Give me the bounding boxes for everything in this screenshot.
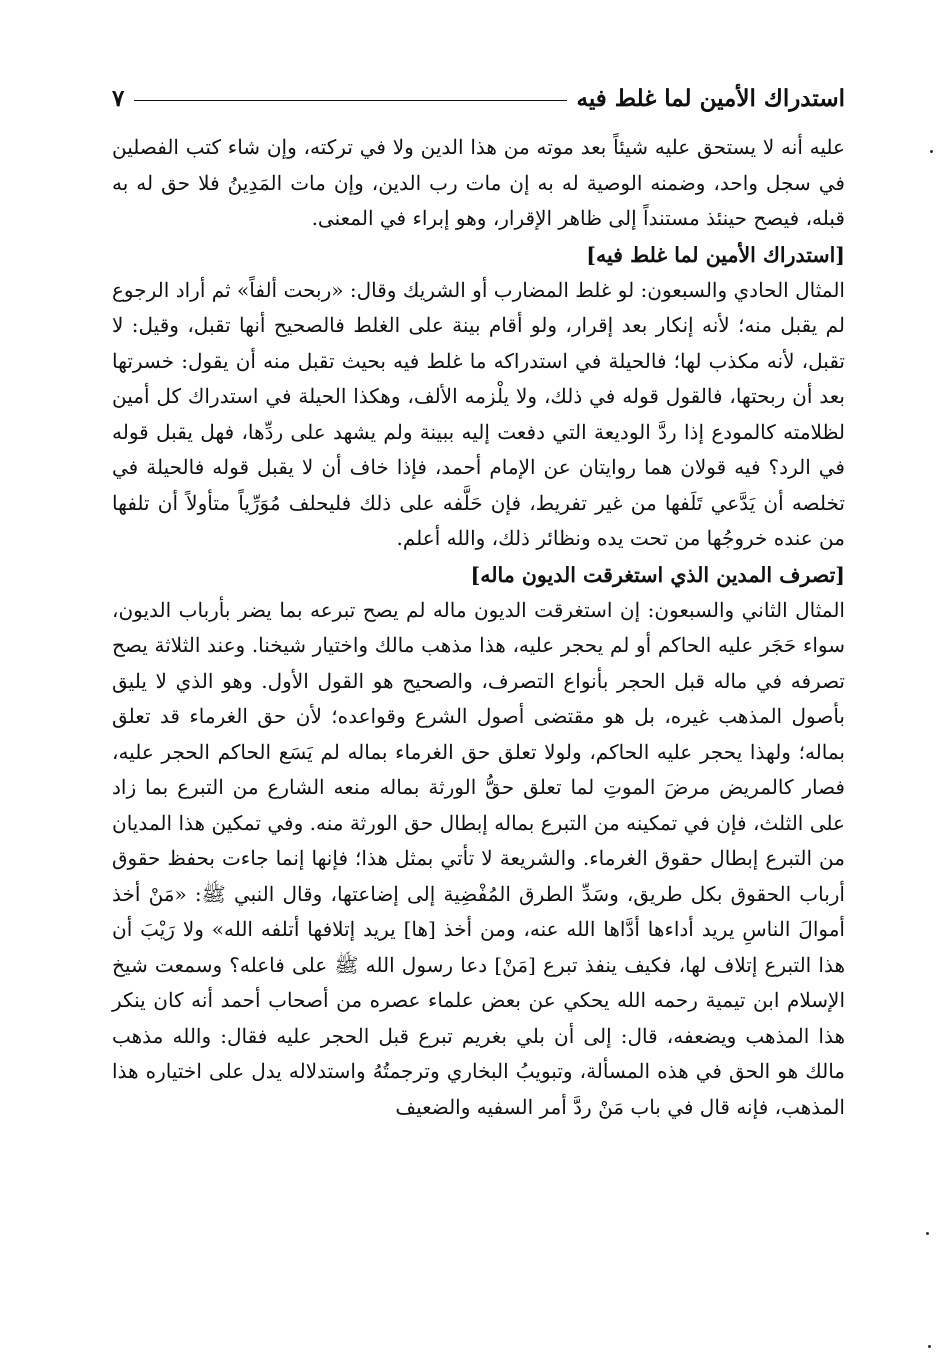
section-heading-amin-correction: [استدراك الأمين لما غلط فيه] bbox=[586, 242, 845, 267]
page-header bbox=[112, 78, 845, 118]
page-number: ٧ bbox=[112, 84, 125, 112]
example-71-paragraph: المثال الحادي والسبعون: لو غلط المضارب أو الشريك وقال: «ربحت ألفاً» ثم أراد الرجوع لم يقبل منه؛ لأنه إنكار بعد إقرار، ولو أقام بينة على الغلط فالصحيح أنها تقبل، وقيل: لا تقبل، لأنه مكذب لها؛ فالحيلة في استدراكه ما غلط فيه بحيث تقبل منه أن يقول: خسرتها بعد أن ربحتها، فالقول قوله في ذلك، ولا يلْزمه الألف، وهكذا الحيلة في استدراك كل أمين لظلامته كالمودع إذا ردَّ الوديعة التي دفعت إليه ببينة ولم يشهد على ردِّها، فهل يقبل قوله في الرد؟ فيه قولان هما روايتان عن الإمام أحمد، فإذا خاف أن لا يقبل قوله فالحيلة في تخلصه أن يَدَّعي تَلَفها من غير تفريط، فإن حَلَّفه على ذلك فليحلف مُوَرِّياً متأولاً أن تلفها من عنده خروجُها من تحت يده ونظائر ذلك، والله أعلم. bbox=[112, 277, 845, 550]
scan-speck bbox=[930, 150, 933, 153]
running-title: استدراك الأمين لما غلط فيه bbox=[576, 84, 845, 112]
example-72-paragraph: المثال الثاني والسبعون: إن استغرقت الديون ماله لم يصح تبرعه بما يضر بأرباب الديون، سواء حَجَر عليه الحاكم أو لم يحجر عليه، هذا مذهب مالك واختيار شيخنا. وعند الثلاثة يصح تصرفه في ماله قبل الحجر بأنواع التصرف، والصحيح هو القول الأول. وهو الذي لا يليق بأصول المذهب غيره، بل هو مقتضى أصول الشرع وقواعده؛ لأن حق الغرماء قد تعلق بماله؛ ولهذا يحجر عليه الحاكم، ولولا تعلق حق الغرماء بماله لم يَسَع الحاكم الحجر عليه، فصار كالمريض مرضَ الموتِ لما تعلق حقُّ الورثة بماله منعه الشارع من التبرع بما زاد على الثلث، فإن في تمكينه من التبرع بماله إبطال حق الورثة منه. وفي تمكين هذا المديان من التبرع إبطال حقوق الغرماء. والشريعة لا تأتي بمثل هذا؛ فإنها إنما جاءت بحفظ حقوق أرباب الحقوق بكل طريق، وسَدِّ الطرق المُفْضِية إلى إضاعتها، وقال النبي ﷺ: «مَنْ أخذ أموالَ الناسِ يريد أداءها أدَّاها الله عنه، ومن أخذ [ها] يريد إتلافها أتلفه الله» ولا رَيْبَ أن هذا التبرع إتلاف لها، فكيف ينفذ تبرع [مَنْ] دعا رسول الله ﷺ على فاعله؟ وسمعت شيخ الإسلام ابن تيمية رحمه الله يحكي عن بعض علماء عصره من أصحاب أحمد أنه كان ينكر هذا المذهب ويضعفه، قال: إلى أن بلي بغريم تبرع قبل الحجر عليه فقال: والله مذهب مالك هو الحق في هذه المسألة، وتبويبُ البخاري وترجمتُهُ واستدلاله يدل على اختياره هذا المذهب، فإنه قال في باب مَنْ ردَّ أمر السفيه والضعيف bbox=[112, 597, 845, 1119]
scan-speck bbox=[928, 1345, 931, 1348]
scan-speck bbox=[926, 1232, 929, 1235]
page-body bbox=[112, 130, 845, 1125]
header-rule bbox=[134, 100, 566, 101]
intro-paragraph: عليه أنه لا يستحق عليه شيئاً بعد موته من هذا الدين ولا في تركته، وإن شاء كتب الفصلين في سجل واحد، وضمنه الوصية له به إن مات رب الدين، وإن مات المَدِينُ فلا حق له به قبله، فيصح حينئذ مستنداً إلى ظاهر الإقرار، وهو إبراء في المعنى. bbox=[112, 135, 845, 230]
section-heading-debtor-disposal: [تصرف المدين الذي استغرقت الديون ماله] bbox=[470, 562, 845, 587]
